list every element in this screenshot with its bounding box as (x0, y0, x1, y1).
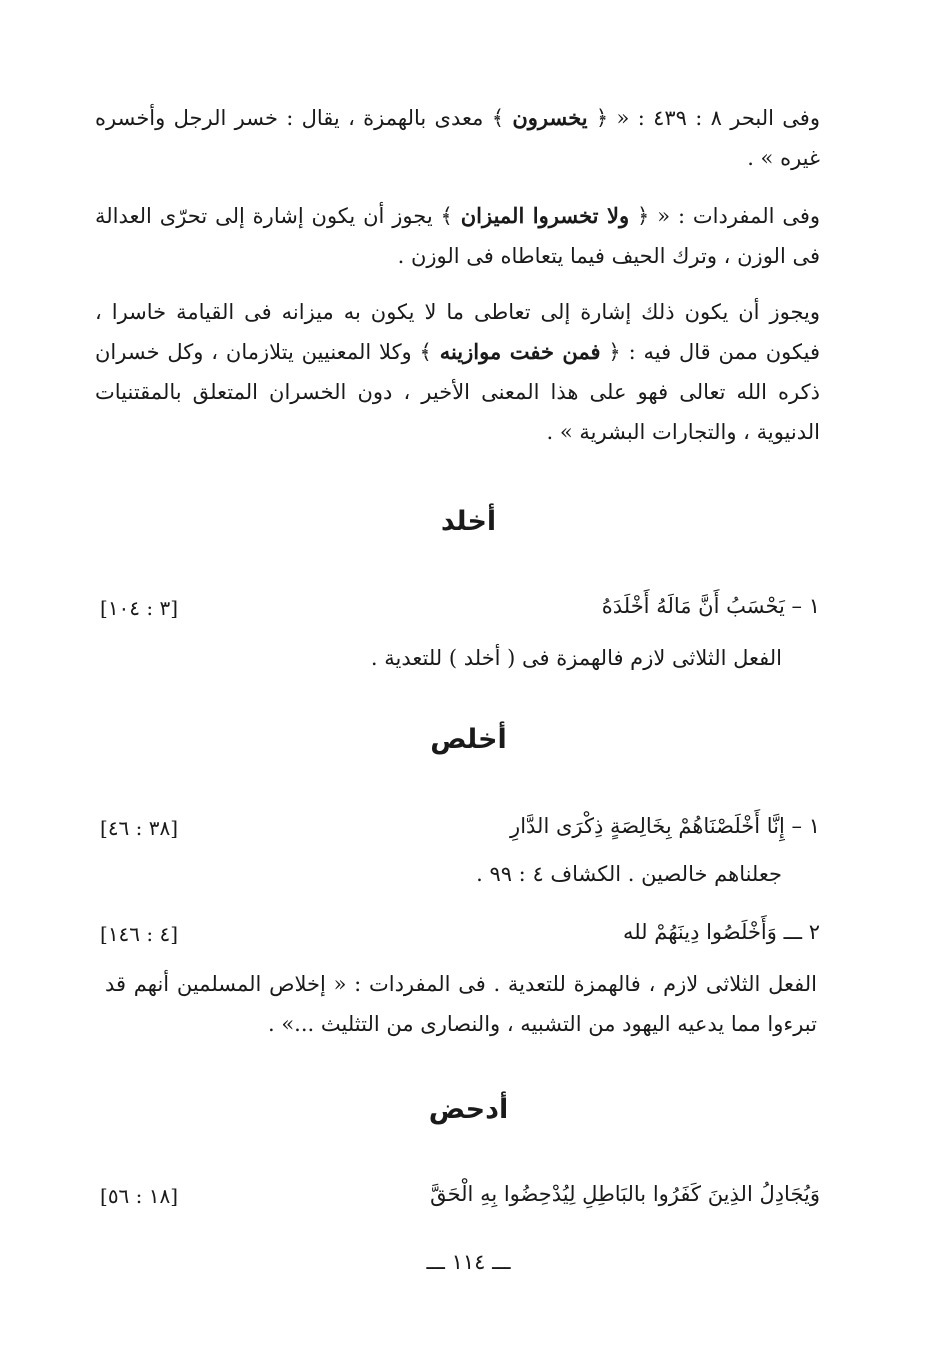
paragraph-text-pre: ويجوز أن يكون ذلك إشارة إلى تعاطى ما لا يكون به ميزانه فى القيامة خاسرا ، فيكون ممن قال فيه : ﴿ (95, 300, 820, 364)
paragraph-bahr-quote (95, 98, 820, 178)
section-heading-akhlas: أخلص (430, 724, 507, 755)
verse-reference: [١٨ : ٥٦] (100, 1184, 179, 1208)
paragraph-ikhlas: الفعل الثلاثى لازم ، فالهمزة للتعدية . فى المفردات : « إخلاص المسلمين أنهم قد تبرءوا مما يدعيه اليهود من التشبيه ، والنصارى من التثليث ...» . (105, 972, 817, 1036)
section-heading-akhlad: أخلد (440, 506, 497, 537)
section-heading-adhad: أدحض (428, 1094, 509, 1125)
paragraph-text-post: ﴾ معدى بالهمزة ، يقال : خسر الرجل وأخسره غيره » . (95, 106, 820, 170)
paragraph-continuation (95, 292, 820, 452)
commentary-line: الفعل الثلاثى لازم فالهمزة فى ( أخلد ) للتعدية . (370, 646, 782, 670)
commentary-line: جعلناهم خالصين . الكشاف ٤ : ٩٩ . (476, 862, 782, 886)
verse-reference: [٣ : ١٠٤] (100, 596, 179, 620)
verse-reference: [٣٨ : ٤٦] (100, 816, 179, 840)
paragraph-mufradat-quote (95, 196, 820, 276)
quran-phrase-bold: فمن خفت موازينه (439, 339, 601, 364)
quran-phrase-bold: ولا تخسروا الميزان (460, 203, 630, 228)
paragraph-text-pre: وفى البحر ٨ : ٤٣٩ : « ﴿ (587, 106, 820, 130)
page-number: ـــ ١١٤ ـــ (426, 1250, 511, 1274)
quran-word-bold: يخسرون (512, 105, 588, 130)
verse-line: ١ – إِنَّا أَخْلَصْنَاهُمْ بِخَالِصَةٍ ذِكْرَى الدَّارِ (510, 814, 820, 838)
paragraph-text-pre: وفى المفردات : « ﴿ (629, 204, 820, 228)
verse-line: ٢ ـــ وَأَخْلَصُوا دِينَهُمْ لله (622, 920, 820, 944)
verse-line: وَيُجَادِلُ الذِينَ كَفَرُوا بالبَاطِلِ لِيُدْحِضُوا بِهِ الْحَقَّ (430, 1182, 820, 1206)
paragraph-text-post: ﴾ يجوز أن يكون إشارة إلى تحرّى العدالة فى الوزن ، وترك الحيف فيما يتعاطاه فى الوزن . (95, 204, 820, 268)
verse-reference: [٤ : ١٤٦] (100, 922, 179, 946)
verse-line: ١ – يَحْسَبُ أَنَّ مَالَهُ أَخْلَدَهُ (601, 594, 820, 618)
paragraph-text-post: ﴾ وكلا المعنيين يتلازمان ، وكل خسران ذكره الله تعالى فهو على هذا المعنى الأخير ، دون الخسران المتعلق بالمقتنيات الدنيوية ، والتجارات البشرية » . (95, 340, 820, 444)
